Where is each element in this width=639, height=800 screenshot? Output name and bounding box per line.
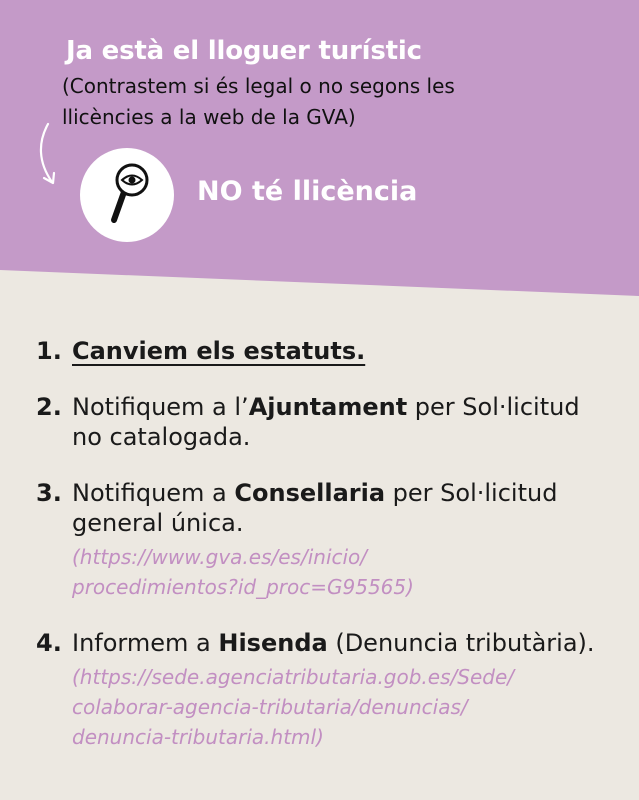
step-text: Notifiquem a Consellaria per Sol·licitud general única. [72,479,558,537]
header-title: Ja està el lloguer turístic [66,36,422,66]
list-item [36,392,616,452]
step-link[interactable]: (https://sede.agenciatributaria.gob.es/Sede/ colaborar-agencia-tributaria/denuncias/ denuncia-tributaria.html) [72,665,514,749]
curved-arrow-icon [34,120,74,200]
step-text: Informem a Hisenda (Denuncia tributària). [72,629,595,657]
header-subtitle: (Contrastem si és legal o no segons les llicències a la web de la GVA) [62,74,455,129]
list-item [36,628,616,752]
step-text: Canviem els estatuts. [72,337,366,365]
steps-list [36,336,616,752]
license-status: NO té llicència [197,176,418,207]
step-number: 3. [36,479,62,507]
step-number: 4. [36,629,62,657]
step-number: 1. [36,337,62,365]
list-item [36,336,616,366]
magnifier-eye-icon [80,148,174,242]
step-number: 2. [36,393,62,421]
step-link[interactable]: (https://www.gva.es/es/inicio/ procedimientos?id_proc=G95565) [72,545,414,599]
step-text: Notifiquem a l’Ajuntament per Sol·licitud no catalogada. [72,393,580,451]
list-item [36,478,616,602]
